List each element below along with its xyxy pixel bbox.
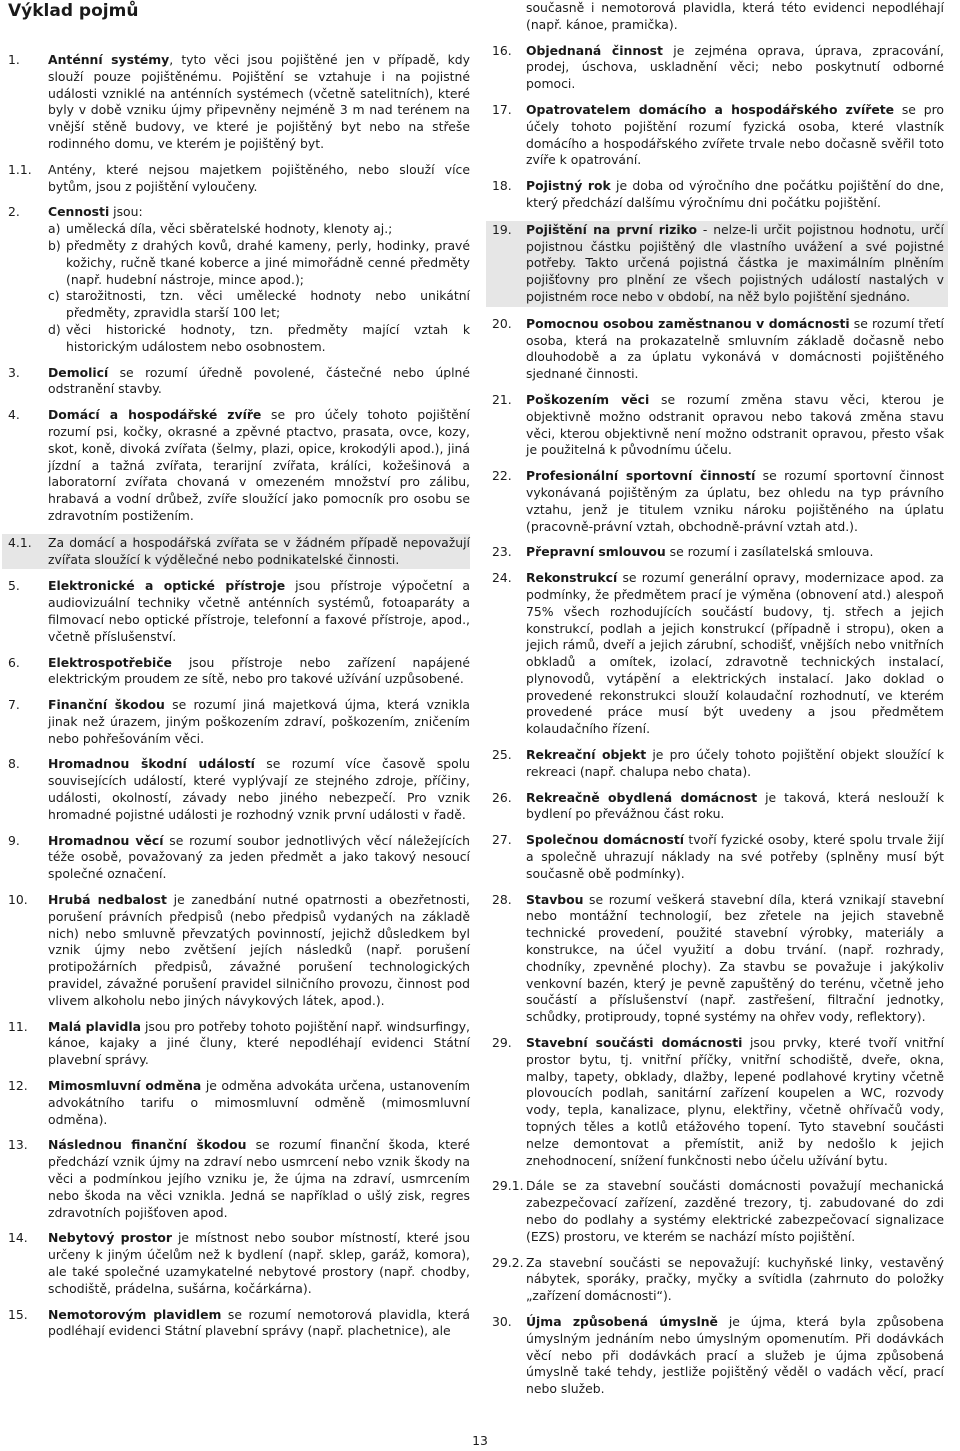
- sublist-text: starožitnosti, tzn. věci umělecké hodnoty nebo unikátní předměty, zpravidla starší 100 let;: [66, 288, 470, 321]
- definition-item: [8, 1230, 470, 1297]
- item-text: [526, 468, 944, 535]
- sublist-text: umělecká díla, věci sběratelské hodnoty, klenoty aj.;: [66, 221, 393, 237]
- item-number: 6.: [8, 654, 20, 670]
- item-term: Domácí a hospodářské zvíře: [48, 407, 262, 423]
- item-description: je zanedbání nutné opatrnosti a obezřetnosti, porušení právních předpisů (nebo předpisů vydaných na základě nich) nebo smluvně převzatých povinností, jejichž důsledkem byl vznik újmy nebo zvětšení jejích následků (např. porušení protipožárních předpisů, závažné porušení technologických pravidel, závažné porušení pravidel silničního provozu, činnost pod vlivem alkoholu nebo jiných návykových látek, apod.).: [48, 892, 470, 1008]
- definition-item: [8, 756, 470, 823]
- item-term: Anténní systémy: [48, 52, 170, 67]
- sublist-text: věci historické hodnoty, tzn. předměty mající vztah k historickým událostem nebo osobnostem.: [66, 321, 470, 354]
- definition-item: [492, 570, 944, 738]
- item-description: se rozumí generální opravy, modernizace apod. za podmínky, že předmětem prací je výměna (obnovení atd.) alespoň 75% všech rozhodujících součástí budovy, tj. střech a jejich konstrukcí, podlah a jejich konstrukcí (případně i stropu), oken a jejich rámů, dveří a jejich zárubní, schodišť, vnějších nebo vnitřních obkladů a omítek, izolací, zdravotně technických instalací, plynovodů, vytápění a elektrických instalací. Jako doklad o provedené rekonstrukci slouží kolaudační rozhodnutí, ve kterém provedené práce musí být uvedeny a jsou předmětem kolaudačního řízení.: [526, 570, 944, 737]
- item-number: 29.1.: [492, 1178, 524, 1194]
- item-term: Hromadnou věcí: [48, 832, 164, 848]
- item-text: [48, 833, 470, 883]
- definition-item: [492, 43, 944, 93]
- definition-item: [492, 468, 944, 535]
- sublist-item: [48, 322, 470, 356]
- item-number: 27.: [492, 832, 512, 848]
- item-number: 8.: [8, 756, 20, 772]
- item-text: [48, 162, 470, 196]
- item-number: 1.1.: [8, 161, 32, 177]
- item-description: se rozumí třetí osoba, která na prokazatelně smluvním základě dočasně nebo dlouhodobě a za úplatu vykonává v domácnosti pojištěného sjednané činnosti.: [526, 315, 944, 382]
- item-number: 23.: [492, 544, 512, 560]
- item-description: je doba od výročního dne počátku pojištění do dne, který předchází dalšímu výročnímu dni počátku pojištění.: [526, 178, 944, 210]
- item-description: se rozumí soubor jednotlivých věcí náležejících téže osobě, považovaný za jeden předmět a jako takový nesoucí společné označení.: [48, 832, 470, 882]
- definition-item: [492, 544, 944, 561]
- cennosti-sublist: [48, 221, 470, 355]
- item-term: Hrubá nedbalost: [48, 892, 167, 908]
- item-description: jsou:: [109, 204, 143, 220]
- item-text: [526, 747, 944, 781]
- item-description: je újma, která byla způsobena úmyslným jednáním nebo úmyslným opomenutím. Při dodávkách věcí nebo při dodávkách prací a služeb je újma způsobená úmyslně také tehdy, jestliže pojištěný věděl o vadách věcí, prací nebo služeb.: [526, 1313, 944, 1397]
- item-number: 19.: [492, 221, 512, 237]
- item-description: se pro účely tohoto pojištění rozumí fyzická osoba, které vlastník domácího a hospodářského zvířete trvale nebo dočasně svěřil toto zvíře k opatrování.: [526, 101, 944, 168]
- definition-item: [8, 892, 470, 1010]
- item-description: je zejména oprava, úprava, zpracování, prodej, úschova, uskladnění věci; nebo poskytnutí odborné pomoci.: [526, 42, 944, 92]
- item-description: Za stavební součásti se nepovažují: kuchyňské linky, vestavěný nábytek, sporáky, pračky, myčky a svítidla (zahrnuto do položky „zařízení domácnosti“).: [526, 1254, 944, 1304]
- item-number: 4.: [8, 407, 20, 423]
- item-description: se rozumí sportovní činnost vykonávaná pojištěným za úplatu, bez ohledu na typ právního vztahu, jenž je titulem vzniku nároku pojištěného na úplatu (pracovně-právní vztah, obchodně-právní vztah atd.).: [526, 468, 944, 534]
- item-term: Pojištění na první riziko: [526, 221, 698, 237]
- sublist-letter: d): [48, 321, 61, 337]
- item-term: Přepravní smlouvou: [526, 544, 666, 560]
- item-description: se rozumí nemotorová plavidla, která podléhají evidenci Státní plavební správy (např. plachetnice), ale: [48, 1306, 471, 1339]
- item-description: jsou přístroje nebo zařízení napájené elektrickým proudem ze sítě, nebo pro takové užívání uzpůsobené.: [48, 654, 470, 687]
- sublist-text: předměty z drahých kovů, drahé kameny, perly, hodinky, pravé kožichy, ručně tkané koberce a jiné mimořádně cenné předměty (např. hudební nástroje, mince apod.);: [66, 237, 470, 287]
- item-description: je odměna advokáta určena, ustanovením advokátního tarifu o mimosmluvní odměně (mimosmluvní odměna).: [48, 1078, 470, 1127]
- definition-item: [8, 1078, 470, 1128]
- item-number: 14.: [8, 1230, 28, 1246]
- item-description: jsou prvky, které tvoří vnitřní prostor bytu, tj. vnitřní příčky, vnitřní schodiště, dveře, okna, malby, tapety, obklady, dlažby, lepené podlahové krytiny včetně plovoucích podlah, sanitární zařízení koupelen a WC, rozvody vody, tepla, kanalizace, plynu, elektřiny, včetně ohřívačů vody, topných těles a kotlů etážového topení. Tyto stavební součásti nelze demontovat a přemístit, aniž by nedošlo k jejich znehodnocení, snížení funkčnosti nebo účelu užívání bytu.: [526, 1035, 945, 1168]
- item-text: [526, 832, 944, 882]
- item-term: Následnou finanční škodou: [48, 1137, 247, 1153]
- item-text: [526, 43, 944, 93]
- item-term: Nebytový prostor: [48, 1230, 173, 1246]
- item-text: [48, 578, 470, 645]
- item-text: [526, 790, 944, 824]
- item-term: Demolicí: [48, 364, 109, 380]
- definition-item: [492, 1314, 944, 1398]
- item-text: [526, 1314, 944, 1398]
- item-text: [526, 892, 944, 1026]
- item-number: 3.: [8, 364, 20, 380]
- definition-item: [8, 407, 470, 525]
- item-description: je pro účely tohoto pojištění objekt sloužící k rekreaci (např. chalupa nebo chata).: [526, 747, 944, 779]
- definition-item: [492, 1178, 944, 1245]
- item-description: , tyto věci jsou pojištěné jen v případě, kdy slouží pouze pojištěnému. Pojištění se vztahuje i na pojistné události vzniklé na anténních systémech (včetně satelitních), které byly v době vzniku újmy připevněny nejméně 3 m nad terénem na vnější stěně budovy, ve které je pojištěný byt nebo na střeše rodinného domu, ve kterém je pojištěný byt.: [48, 52, 470, 151]
- item-number: 29.: [492, 1035, 512, 1051]
- item-text: [48, 1078, 470, 1128]
- page-title: Výklad pojmů: [8, 1, 139, 21]
- definition-item: [8, 833, 470, 883]
- definition-item: [492, 392, 944, 459]
- sublist-letter: c): [48, 288, 60, 304]
- item-number: 28.: [492, 891, 512, 907]
- definition-item: [8, 365, 470, 399]
- item-term: Elektrospotřebiče: [48, 654, 172, 670]
- item-term: Cennosti: [48, 204, 110, 220]
- item-number: 13.: [8, 1137, 28, 1153]
- item-number: 22.: [492, 468, 512, 484]
- item-text: [526, 102, 944, 169]
- definition-item: [492, 892, 944, 1026]
- item-term: Poškozením věci: [526, 391, 650, 407]
- definition-item: [8, 1307, 470, 1341]
- item-text: [48, 204, 470, 355]
- definition-item: [8, 578, 470, 645]
- definition-item: [8, 1019, 470, 1069]
- page-number: 13: [472, 1433, 488, 1448]
- item-term: Společnou domácností: [526, 832, 685, 848]
- item-number: 18.: [492, 178, 512, 194]
- item-text: [48, 1230, 470, 1297]
- sublist-letter: b): [48, 237, 61, 253]
- item-term: Stavbou: [526, 891, 584, 907]
- item-description: se rozumí veškerá stavební díla, která vznikají stavební nebo montážní technologií, bez zřetele na jejich stavebně technické provedení, použité stavební výrobky, materiály a konstrukce, na účel využití a dobu trvání. (např. rozhrady, chodníky, zpevněné plochy). Za stavbu se považuje i jakýkoliv venkovní bazén, který je pevně zapuštěný do terénu, včetně jeho součástí a příslušenství (např. zastřešení, filtrační jednotky, schůdky, protiproudy, topné systémy na ohřev vody, reflektory).: [526, 891, 944, 1025]
- item-term: Pojistný rok: [526, 178, 611, 194]
- item-description: se rozumí i zasílatelská smlouva.: [665, 544, 874, 560]
- item-number: 17.: [492, 101, 512, 117]
- definition-item: [492, 178, 944, 212]
- item-text: [526, 222, 944, 306]
- definition-item: [8, 162, 470, 196]
- item-text: [526, 1035, 944, 1169]
- item-text: [526, 1255, 944, 1305]
- item-term: Hromadnou škodní událostí: [48, 756, 255, 772]
- item-term: Opatrovatelem domácího a hospodářského zvířete: [526, 101, 895, 117]
- item-text: [48, 365, 470, 399]
- item-number: 15.: [8, 1306, 28, 1322]
- definition-item: [8, 1137, 470, 1221]
- definition-item: [8, 655, 470, 689]
- item-number: 2.: [8, 204, 20, 220]
- item-term: Mimosmluvní odměna: [48, 1078, 202, 1094]
- item-text: [526, 1178, 944, 1245]
- item-term: Profesionální sportovní činností: [526, 468, 756, 484]
- item-description: - nelze-li určit pojistnou hodnotu, určí pojistnou částku pojištěný dle vlastního uvážení a své pojistné potřeby. Takto určená pojistná částka je maximálním plněním pojišťovny pro plnění ze všech pojistných událostí nastalých v pojistném roce nebo v období, na něž bylo pojištění sjednáno.: [526, 221, 944, 304]
- sublist-item: [48, 238, 470, 288]
- item-term: Nemotorovým plavidlem: [48, 1306, 222, 1322]
- item-description: Dále se za stavební součásti domácnosti považují mechanická zabezpečovací zařízení, zazděné trezory, tj. zabudované do zdi nebo do podlahy a systémy elektrické zabezpečovací signalizace (EZS) prostoru, ve kterém se nachází místo pojištění.: [526, 1178, 944, 1244]
- item-description: se rozumí změna stavu věci, kterou je objektivně možno odstranit opravou nebo taková změna stavu věci, kterou objektivně není možno odstranit opravou, přesto však je použitelná k původnímu účelu.: [526, 391, 944, 458]
- sublist-item: [48, 288, 470, 322]
- definition-item: [492, 747, 944, 781]
- item-description: se rozumí více časově spolu souvisejících událostí, které vyplývají ze stejného zdroje, příčiny, události, okolností, závady nebo jiného nebezpečí. Pro vznik hromadné pojistné události je rozhodný vznik první události v řadě.: [48, 756, 470, 822]
- item-term: Rekreační objekt: [526, 747, 647, 763]
- item-number: 24.: [492, 570, 512, 586]
- definition-item-highlighted: [486, 221, 948, 307]
- item-description: jsou přístroje výpočetní a audiovizuální techniky včetně anténních systémů, fotoaparáty a filmovací nebo optické přístroje, telefonní a faxové přístroje, apod., včetně příslušenství.: [48, 578, 470, 644]
- item-number: 30.: [492, 1313, 512, 1329]
- item-number: 16.: [492, 42, 512, 58]
- item-text: [526, 570, 944, 738]
- item-number: 12.: [8, 1078, 28, 1094]
- item-term: Malá plavidla: [48, 1018, 141, 1034]
- item-number: 21.: [492, 391, 512, 407]
- continuation-text: současně i nemotorová plavidla, která této evidenci nepodléhají (např. kánoe, pramička).: [526, 0, 944, 32]
- definition-item: [8, 697, 470, 747]
- definition-item: [8, 52, 470, 153]
- item-text: [48, 697, 470, 747]
- item-number: 1.: [8, 52, 20, 67]
- item-number: 26.: [492, 789, 512, 805]
- item-text: [48, 655, 470, 689]
- item-term: Pomocnou osobou zaměstnanou v domácnosti: [526, 315, 850, 331]
- item-description: je místnost nebo soubor místností, které jsou určeny k jiným účelům než k bydlení (např. sklep, garáž, komora), ale také společné uzamykatelné nebytové prostory (např. chodby, schodiště, prádelna, sušárna, kočárkárna).: [48, 1230, 470, 1296]
- item-text: [526, 392, 944, 459]
- item-description: tvoří fyzické osoby, které spolu trvale žijí a společně uhrazují náklady na své potřeby (splněny musí být současně obě podmínky).: [526, 832, 944, 881]
- item-term: Rekreačně obydlená domácnost: [526, 789, 758, 805]
- item-term: Rekonstrukcí: [526, 570, 618, 586]
- definition-item: [492, 790, 944, 824]
- definition-item: [492, 1035, 944, 1169]
- item-number: 7.: [8, 697, 20, 713]
- item-term: Elektronické a optické přístroje: [48, 578, 286, 594]
- definition-item: [492, 1255, 944, 1305]
- item-text: [526, 544, 944, 561]
- item-term: Stavební součásti domácnosti: [526, 1035, 743, 1051]
- item-number: 9.: [8, 832, 20, 848]
- item-description: se rozumí jiná majetková újma, která vznikla jinak než úrazem, jiným poškozením zdraví, poškozením, zničením nebo pohřešováním věci.: [48, 697, 470, 746]
- item-description: Antény, které nejsou majetkem pojištěného, nebo slouží více bytům, jsou z pojištění vyloučeny.: [48, 161, 470, 194]
- item-number: 5.: [8, 578, 20, 594]
- definition-item: [492, 316, 944, 383]
- item-text: [48, 1137, 470, 1221]
- item-text: [48, 535, 470, 569]
- item-text: [48, 756, 470, 823]
- definition-item: [492, 832, 944, 882]
- right-column: [492, 0, 944, 1407]
- left-column: [8, 52, 470, 1349]
- item-term: Finanční škodou: [48, 697, 165, 713]
- item-text: [48, 1307, 470, 1341]
- item-description: se rozumí finanční škoda, které předchází vznik újmy na zdraví nebo usmrcení nebo vznik škody na věci a podmínkou jejího vzniku je, že újma na zdraví, usmrcením nebo škoda na věci vznikla. Jedná se například o ušlý zisk, regres zdravotních pojišťoven apod.: [48, 1137, 470, 1220]
- definition-item: [8, 204, 470, 355]
- definition-item: [492, 102, 944, 169]
- item-description: Za domácí a hospodářská zvířata se v žádném případě nepovažují zvířata sloužící k výdělečné nebo podnikatelské činnosti.: [48, 534, 470, 567]
- item-text: [48, 407, 470, 525]
- item-description: se pro účely tohoto pojištění rozumí psi, kočky, okrasné a zpěvné ptactvo, prasata, ovce, kozy, skot, koně, divoká zvířata (šelmy, plazi, opice, krokodýli apod.), jiná jízdní a tažná zvířata, terarijní zvířata, králíci, kožešinová a laboratorní zvířata chovaná v omezeném množství pro zálibu, hrabavá a vodní drůbež, zvíře sloužící jako pomocník pro osobu se zdravotním postižením.: [48, 407, 470, 523]
- item-description: je taková, která neslouží k bydlení po převážnou část roku.: [526, 789, 944, 822]
- item-description: jsou pro potřeby tohoto pojištění např. windsurfingy, kánoe, kajaky a jiné čluny, které nepodléhají evidenci Státní plavební správy.: [48, 1018, 470, 1068]
- item-text: [526, 316, 944, 383]
- item-number: 20.: [492, 315, 512, 331]
- item-term: Objednaná činnost: [526, 42, 663, 58]
- sublist-letter: a): [48, 221, 61, 237]
- item-term: Újma způsobená úmyslně: [526, 1313, 718, 1329]
- item-text: [526, 178, 944, 212]
- item-text: [48, 52, 470, 153]
- item-number: 4.1.: [8, 534, 32, 550]
- item-number: 29.2.: [492, 1254, 524, 1270]
- item-number: 25.: [492, 747, 512, 763]
- definition-item-highlighted: [2, 534, 470, 570]
- sublist-item: [48, 221, 470, 238]
- item-text: [48, 1019, 470, 1069]
- item-text: [48, 892, 470, 1010]
- item-description: se rozumí úředně povolené, částečné nebo úplné odstranění stavby.: [48, 364, 470, 397]
- item-number: 11.: [8, 1018, 28, 1034]
- item-number: 10.: [8, 892, 28, 908]
